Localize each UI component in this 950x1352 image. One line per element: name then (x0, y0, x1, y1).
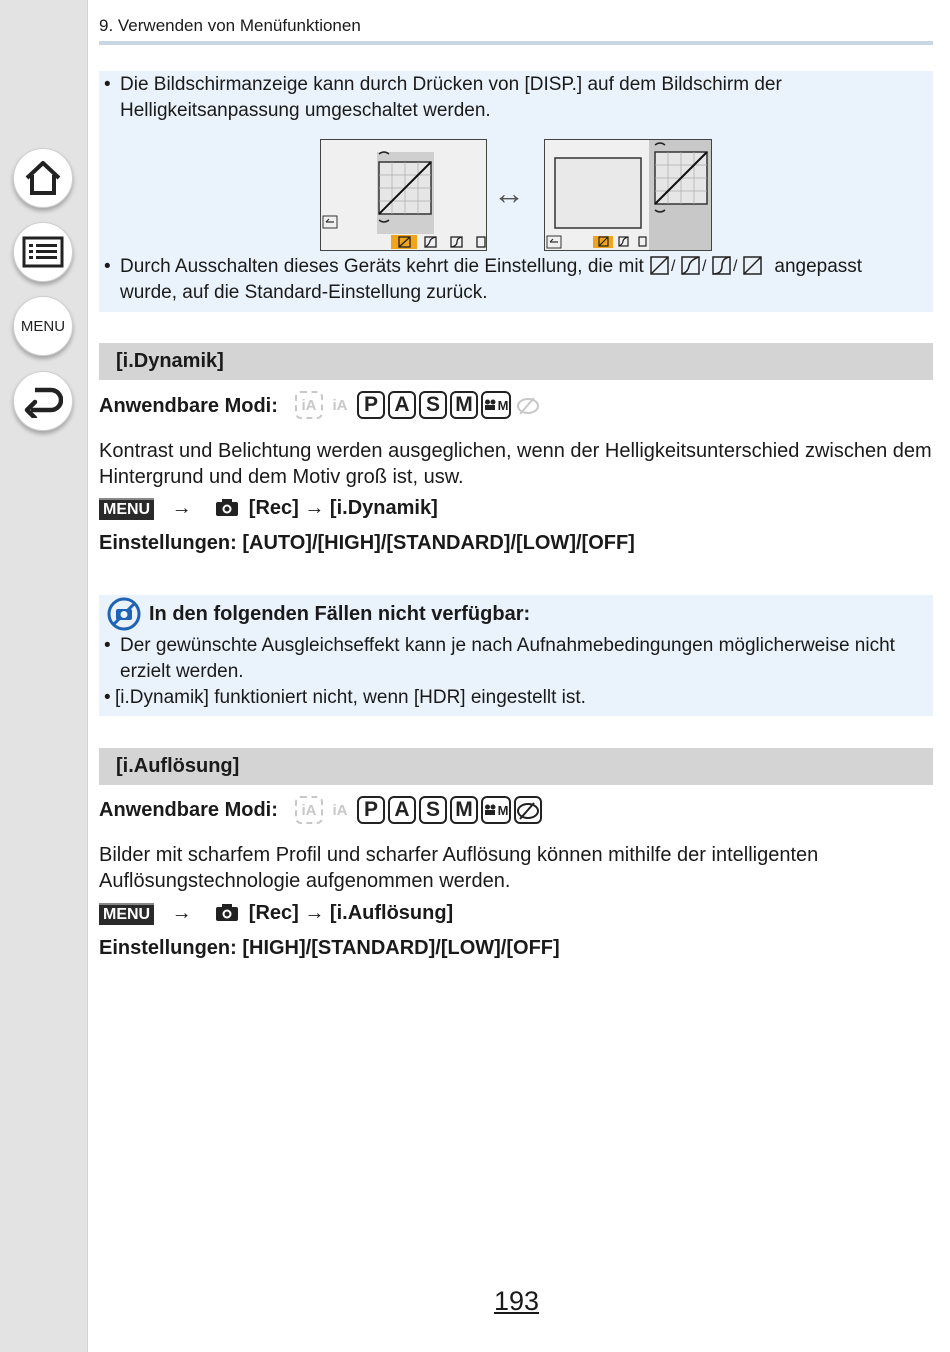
creative-mode-icon (514, 391, 542, 419)
movie-m-mode-icon: M (481, 796, 511, 824)
p-mode-icon: P (357, 796, 385, 824)
section-title: [i.Auflösung] (116, 755, 240, 777)
home-button[interactable] (13, 148, 73, 208)
movie-camera-icon (484, 804, 498, 816)
path-arrow: → (171, 497, 192, 519)
p-mode-icon: P (357, 391, 385, 419)
contents-button[interactable] (13, 222, 73, 282)
ia-mode-icon: iA (295, 796, 323, 824)
path-arrow: → (171, 902, 192, 924)
aufloesung-description: Bilder mit scharfem Profil und scharfer Auflösung können mithilfe der intelligenten Auflösungstechnologie aufgenommen werden. (99, 844, 819, 892)
back-icon (23, 384, 63, 418)
applicable-modes-label: Anwendbare Modi: (99, 395, 278, 417)
ia-mode-icon: iA (295, 391, 323, 419)
menu-button-label: MENU (20, 317, 66, 335)
menu-badge: MENU (99, 903, 154, 925)
movie-camera-icon (484, 399, 498, 411)
dynamik-menu-path: MENU → [Rec] → [i.Dynamik] (99, 497, 438, 520)
chapter-header: 9. Verwenden von Menüfunktionen (99, 16, 361, 35)
note-bullet-effect: • Der gewünschte Ausgleichseffekt kann je nach Aufnahmebedingungen möglicherweise nicht erzielt werden. (104, 635, 895, 682)
m-mode-icon: M (450, 796, 478, 824)
section-title: [i.Dynamik] (116, 350, 224, 372)
dynamik-settings: Einstellungen: [AUTO]/[HIGH]/[STANDARD]/[LOW]/[OFF] (99, 532, 635, 554)
info-bullet-display: • Die Bildschirmanzeige kann durch Drücken von [DISP.] auf dem Bildschirm der Helligkeitsanpassung umgeschaltet werden. (104, 74, 782, 121)
dynamik-description: Kontrast und Belichtung werden ausgeglichen, wenn der Helligkeitsunterschied zwischen dem Hintergrund und dem Motiv groß ist, usw. (99, 440, 932, 488)
tone-curve-side-illustration (545, 140, 711, 250)
info-bullet-reset: • Durch Ausschalten dieses Geräts kehrt die Einstellung, die mit / / / angepasst wurde, auf die Standard-Einstellung zurück. (104, 256, 863, 303)
svg-text:/: / (702, 258, 707, 275)
applicable-modes-icons (295, 391, 542, 419)
a-mode-icon: A (388, 391, 416, 419)
s-mode-icon: S (419, 391, 447, 419)
ia-plus-mode-icon: iA (326, 796, 354, 824)
menu-badge: MENU (99, 498, 154, 520)
note-bullet-hdr: • [i.Dynamik] funktioniert nicht, wenn [HDR] eingestellt ist. (104, 687, 586, 708)
movie-m-mode-icon: M (481, 391, 511, 419)
page-number[interactable]: 193 (494, 1286, 540, 1316)
not-available-icon (106, 596, 142, 632)
home-icon (23, 159, 63, 197)
creative-mode-icon (514, 796, 542, 824)
brightness-screen-graph (320, 139, 487, 251)
svg-text:/: / (671, 258, 676, 275)
header-divider (99, 41, 933, 45)
aufloesung-menu-path: MENU → [Rec] → [i.Auflösung] (99, 902, 453, 925)
applicable-modes-label: Anwendbare Modi: (99, 799, 278, 821)
ia-plus-mode-icon: iA (326, 391, 354, 419)
camera-icon (215, 902, 239, 922)
s-mode-icon: S (419, 796, 447, 824)
brightness-screen-full (544, 139, 712, 251)
toggle-arrow: ↔ (493, 175, 525, 211)
camera-icon (215, 497, 239, 517)
side-navigation (0, 0, 88, 1352)
back-button[interactable] (13, 371, 73, 431)
palette-icon (516, 799, 540, 821)
tone-curve-illustration (321, 140, 486, 250)
a-mode-icon: A (388, 796, 416, 824)
palette-icon (516, 394, 540, 416)
note-title: In den folgenden Fällen nicht verfügbar: (149, 603, 531, 625)
m-mode-icon: M (450, 391, 478, 419)
aufloesung-settings: Einstellungen: [HIGH]/[STANDARD]/[LOW]/[OFF] (99, 937, 560, 959)
section-title-bar-aufloesung (99, 748, 933, 785)
applicable-modes-icons (295, 796, 542, 824)
svg-text:/: / (733, 258, 738, 275)
tone-curve-icons (649, 254, 769, 276)
section-title-bar-dynamik (99, 343, 933, 380)
list-icon (22, 236, 64, 268)
menu-button[interactable] (13, 296, 73, 356)
